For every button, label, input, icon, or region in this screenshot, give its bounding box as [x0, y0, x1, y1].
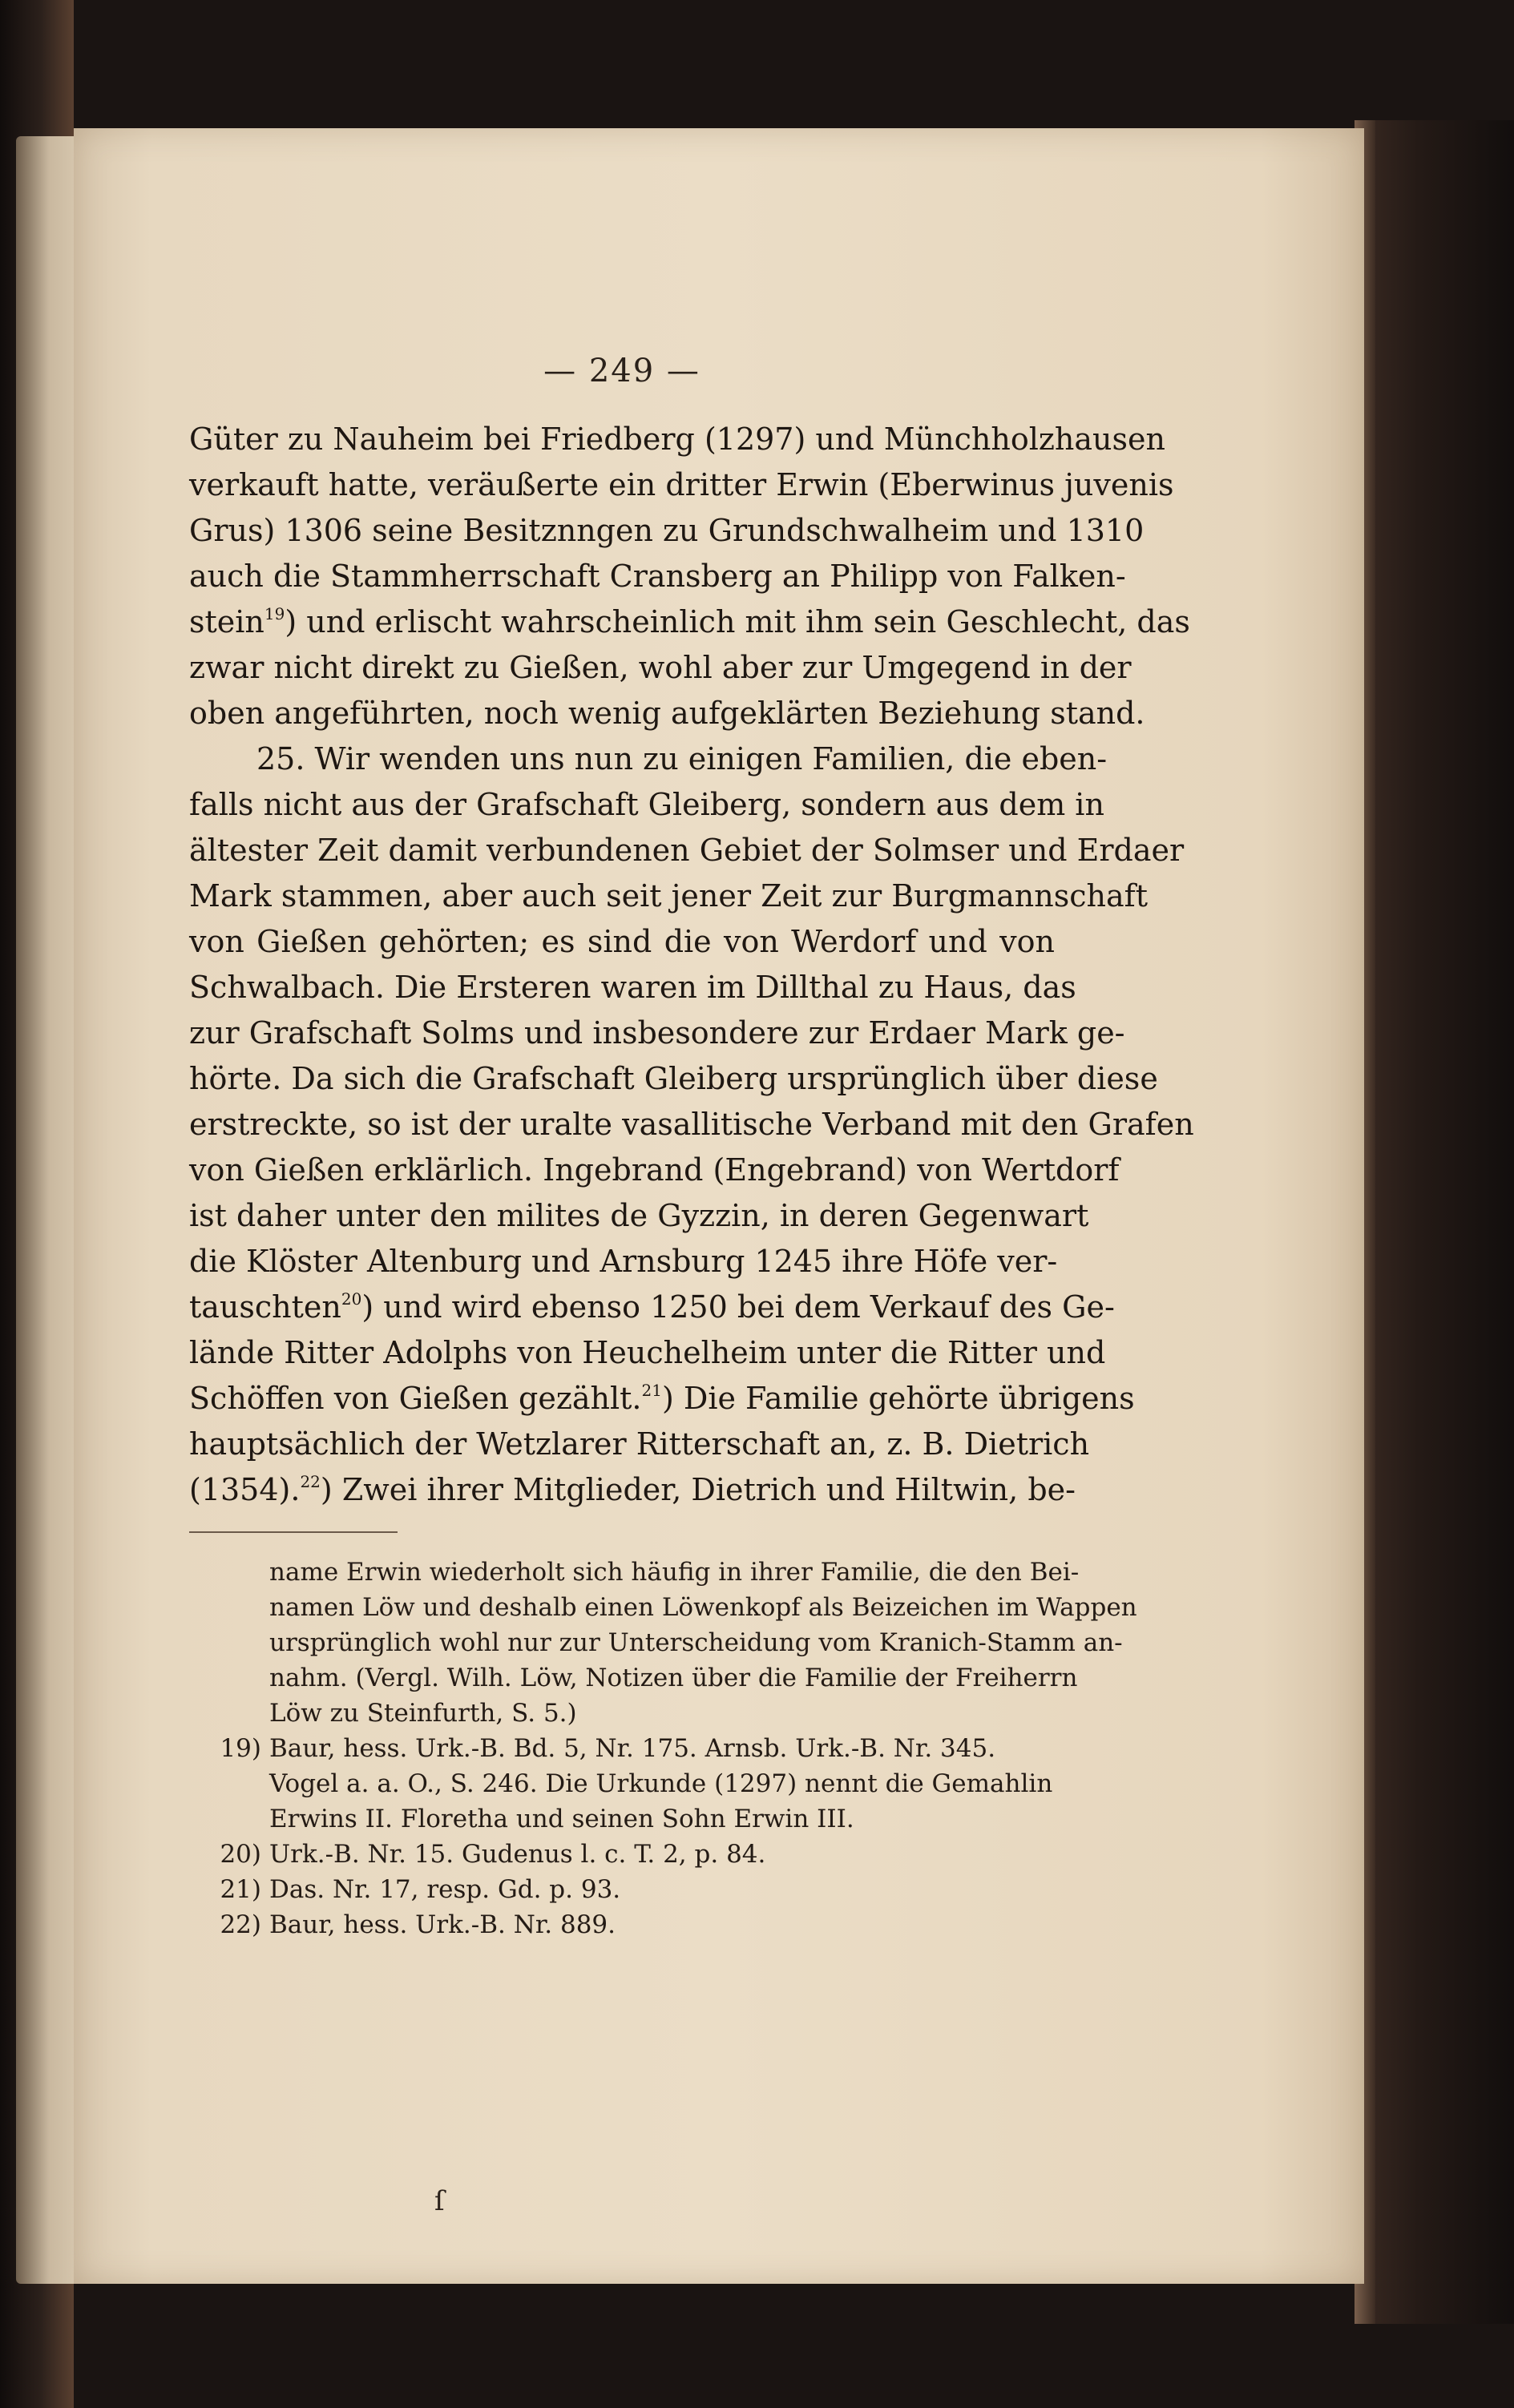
body-text — [189, 417, 1194, 1513]
text-line: von Gießen gehörten; es sind die von Werdorf und von — [189, 924, 1055, 959]
footnote-text — [269, 1837, 1055, 1872]
text-line: die Klöster Altenburg und Arnsburg 1245 ihre Höfe ver- — [189, 1244, 1058, 1279]
text-line: lände Ritter Adolphs von Heuchelheim unter die Ritter und — [189, 1335, 1106, 1370]
footnote-ref: 21 — [641, 1381, 662, 1400]
text-fragment: Schöffen von Gießen gezählt. — [189, 1381, 642, 1416]
text-fragment: ) — [320, 1472, 333, 1507]
text-line — [189, 1285, 1115, 1330]
text-line: auch die Stammherrschaft Cransberg an Philipp von Falken- — [189, 559, 1126, 594]
footnote-line: Baur, hess. Urk.-B. Nr. 889. — [269, 1910, 616, 1939]
footnote-ref: 22 — [300, 1472, 321, 1491]
text-fragment: ) und erlischt wahrscheinlich mit ihm sein Geschlecht, das — [285, 604, 1190, 639]
footnote-mark: 22) — [220, 1910, 261, 1939]
previous-page-edge — [16, 136, 76, 2284]
footnote-mark: 19) — [220, 1734, 261, 1763]
footnote-ref: 19 — [264, 604, 285, 623]
text-line: Schwalbach. Die Ersteren waren im Dillthal zu Haus, das — [189, 970, 1076, 1005]
footnote-text — [269, 1907, 1055, 1942]
text-line: von Gießen erklärlich. Ingebrand (Engebrand) von Wertdorf — [189, 1152, 1120, 1188]
text-line: Mark stammen, aber auch seit jener Zeit zur Burgmannschaft — [189, 878, 1148, 914]
footnote — [189, 1837, 1055, 1872]
stray-ink-mark: ſ — [434, 2185, 445, 2217]
text-fragment: ) Die Familie gehörte übrigens — [661, 1381, 1135, 1416]
text-line: ältester Zeit damit verbundenen Gebiet der Solmser und Erdaer — [189, 833, 1185, 868]
text-line: zur Grafschaft Solms und insbesondere zur Erdaer Mark ge- — [189, 1015, 1125, 1051]
footnote-line: namen Löw und deshalb einen Löwenkopf als Beizeichen im Wappen — [269, 1593, 1137, 1622]
footnote-line: Das. Nr. 17, resp. Gd. p. 93. — [269, 1875, 621, 1904]
text-line: 25. Wir wenden uns nun zu einigen Familien, die eben- — [256, 741, 1108, 776]
footnote — [189, 1555, 1137, 1731]
footnote-ref: 20 — [341, 1289, 362, 1309]
text-fragment: stein — [189, 604, 264, 639]
footnote-divider — [189, 1531, 398, 1533]
text-line: erstreckte, so ist der uralte vasallitische Verband mit den Grafen — [189, 1107, 1194, 1142]
text-line: zwar nicht direkt zu Gießen, wohl aber zur Umgegend in der — [189, 650, 1132, 685]
footnote-line: Urk.-B. Nr. 15. Gudenus l. c. T. 2, p. 84. — [269, 1840, 766, 1869]
text-line: hörte. Da sich die Grafschaft Gleiberg ursprünglich über diese — [189, 1061, 1158, 1096]
right-cover — [1355, 120, 1514, 2324]
text-fragment: tauschten — [189, 1289, 341, 1325]
footnote-line: name Erwin wiederholt sich häufig in ihrer Familie, die den Bei- — [269, 1558, 1080, 1587]
text-line: Güter zu Nauheim bei Friedberg (1297) und Münchholzhausen — [189, 422, 1165, 457]
text-fragment: ) und wird ebenso 1250 bei dem Verkauf des Ge- — [361, 1289, 1115, 1325]
page-number: — 249 — — [543, 353, 700, 389]
footnote-line: Löw zu Steinfurth, S. 5.) — [269, 1699, 577, 1728]
footnote-line: Vogel a. a. O., S. 246. Die Urkunde (1297) nennt die Gemahlin — [269, 1769, 1053, 1798]
footnote-mark — [189, 1555, 269, 1731]
text-line: Grus) 1306 seine Besitznngen zu Grundschwalheim und 1310 — [189, 513, 1145, 548]
footnotes — [189, 1555, 1137, 1942]
text-fragment: Zwei ihrer Mitglieder, Dietrich und Hiltwin, be- — [341, 1472, 1076, 1507]
footnote-mark: 20) — [220, 1840, 261, 1869]
footnote-line: nahm. (Vergl. Wilh. Löw, Notizen über die Familie der Freiherrn — [269, 1664, 1078, 1692]
footnote-text — [269, 1555, 1137, 1731]
footnote-mark: 21) — [220, 1875, 261, 1904]
text-line: hauptsächlich der Wetzlarer Ritterschaft an, z. B. Dietrich — [189, 1426, 1090, 1462]
footnote-line: Baur, hess. Urk.-B. Bd. 5, Nr. 175. Arnsb. Urk.-B. Nr. 345. — [269, 1734, 996, 1763]
text-line: falls nicht aus der Grafschaft Gleiberg, sondern aus dem in — [189, 787, 1104, 822]
footnote-text — [269, 1872, 1055, 1907]
footnote-line: Erwins II. Floretha und seinen Sohn Erwin III. — [269, 1805, 854, 1833]
text-fragment: (1354). — [189, 1472, 301, 1507]
footnote — [189, 1907, 1055, 1942]
text-line: verkauft hatte, veräußerte ein dritter Erwin (Eberwinus juvenis — [189, 467, 1174, 502]
text-line: oben angeführten, noch wenig aufgeklärten Beziehung stand. — [189, 696, 1145, 731]
footnote-line: ursprünglich wohl nur zur Unterscheidung vom Kranich-Stamm an- — [269, 1628, 1123, 1657]
text-line — [189, 1467, 1076, 1513]
text-line: ist daher unter den milites de Gyzzin, in deren Gegenwart — [189, 1198, 1089, 1233]
text-line — [189, 599, 1190, 645]
footnote — [189, 1731, 1055, 1837]
footnote-text — [269, 1731, 1055, 1837]
footnote — [189, 1872, 1055, 1907]
text-line — [189, 1376, 1135, 1422]
